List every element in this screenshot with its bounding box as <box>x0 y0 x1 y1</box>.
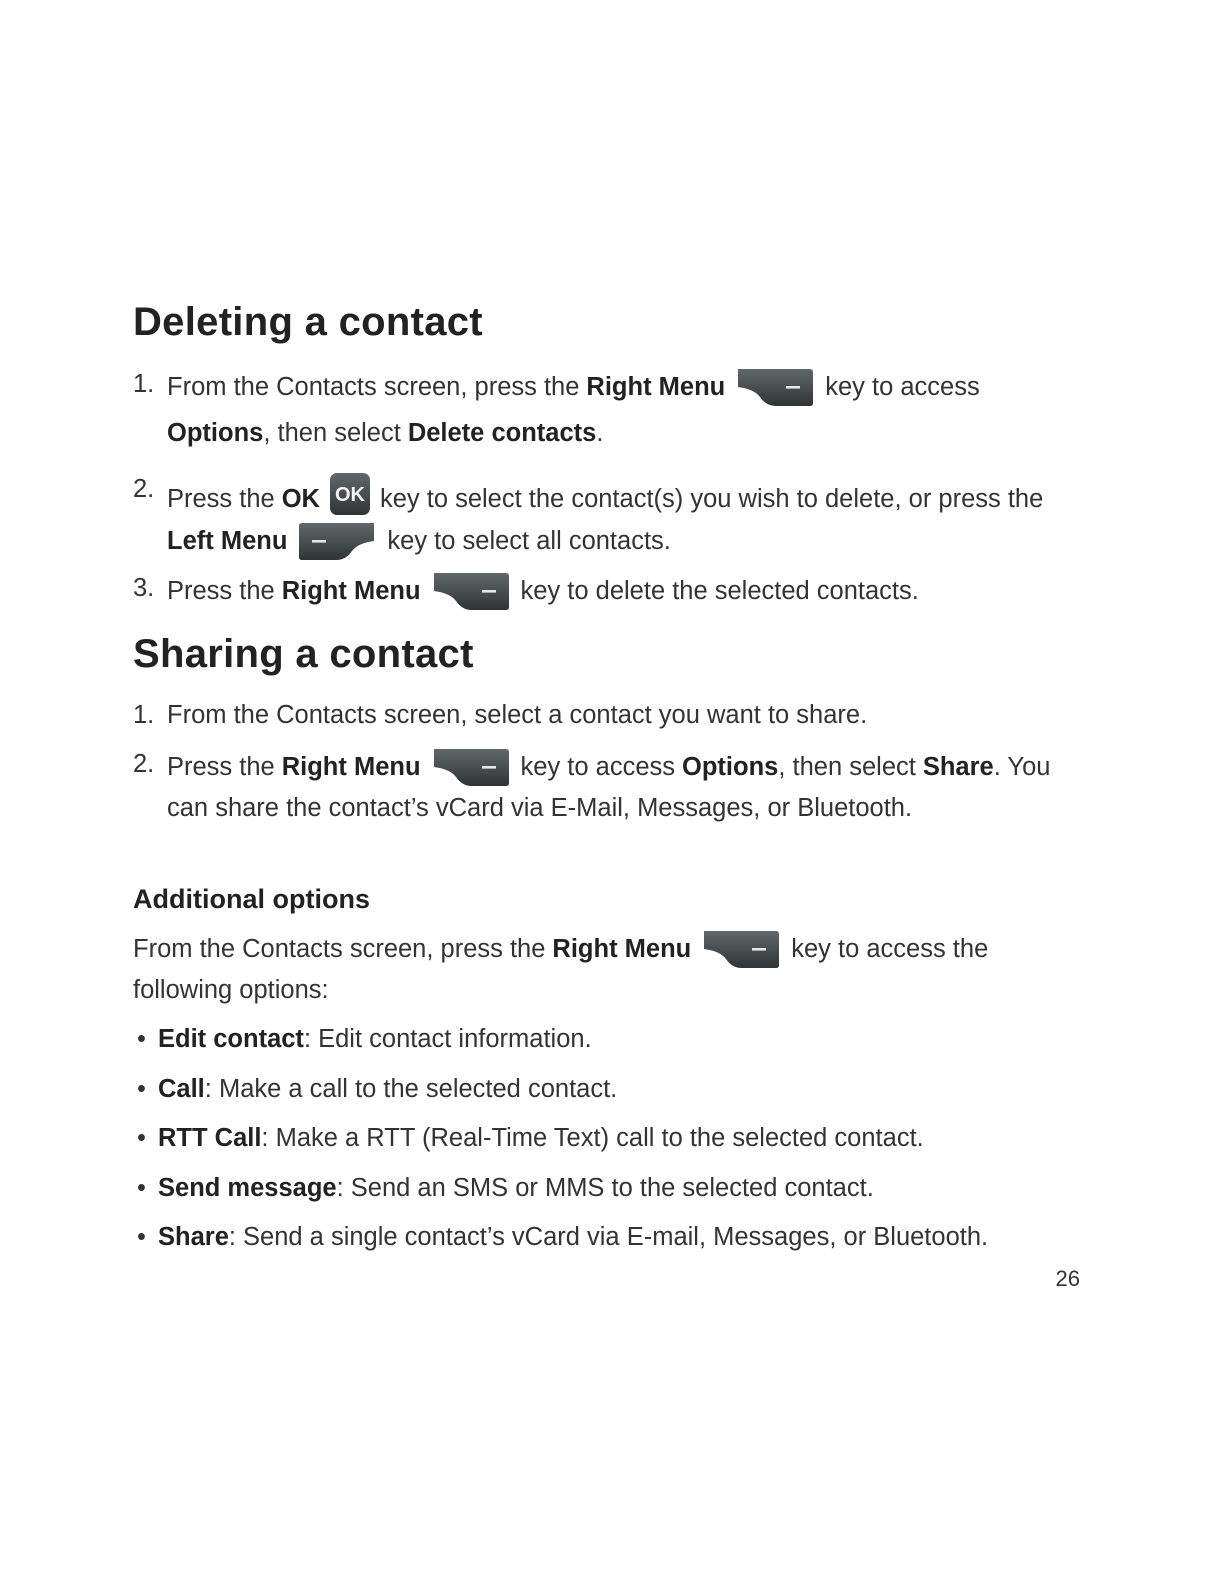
options-label: Options <box>167 419 264 447</box>
svg-text:OK: OK <box>334 484 365 506</box>
sharing-step-2-line-2: can share the contact’s vCard via E-Mail, Messages, or Bluetooth. <box>167 794 913 822</box>
deleting-step-2-line-1: Press the OK OK key to select the contact(s) you wish to delete, or press the <box>167 472 1043 525</box>
right-menu-key-icon <box>702 929 780 969</box>
list-item: • Send message : Send an SMS or MMS to the selected contact. <box>133 1171 874 1205</box>
step-number: 1. <box>133 701 155 729</box>
deleting-step-1-line-2: Options , then select Delete contacts . <box>167 416 603 450</box>
step-number: 2. <box>133 475 155 503</box>
right-menu-key-icon <box>432 747 510 787</box>
section-title-deleting: Deleting a contact <box>133 300 483 344</box>
sharing-step-1: From the Contacts screen, select a contact you want to share. <box>167 701 868 729</box>
list-item: • Call : Make a call to the selected contact. <box>133 1072 617 1106</box>
right-menu-key-icon <box>736 367 814 407</box>
additional-intro-line-1: From the Contacts screen, press the Right Menu key to access the <box>133 929 988 969</box>
additional-intro-line-2: following options: <box>133 976 329 1004</box>
bullet-icon: • <box>137 1174 146 1202</box>
right-menu-label: Right Menu <box>586 373 726 401</box>
left-menu-label: Left Menu <box>167 527 288 555</box>
section-title-sharing: Sharing a contact <box>133 632 474 676</box>
right-menu-label: Right Menu <box>552 935 692 963</box>
step-number: 3. <box>133 574 155 602</box>
bullet-icon: • <box>137 1025 146 1053</box>
right-menu-label: Right Menu <box>281 753 421 781</box>
list-item: • Edit contact : Edit contact information. <box>133 1022 592 1056</box>
bullet-icon: • <box>137 1223 146 1251</box>
left-menu-key-icon <box>298 521 376 561</box>
ok-key-icon <box>329 472 371 525</box>
sharing-step-2-line-1: Press the Right Menu key to access Options , then select Share . You <box>167 747 1050 787</box>
list-item: • RTT Call : Make a RTT (Real-Time Text) call to the selected contact. <box>133 1121 924 1155</box>
bullet-icon: • <box>137 1075 146 1103</box>
right-menu-label: Right Menu <box>281 577 421 605</box>
deleting-step-2-line-2: Left Menu key to select all contacts. <box>167 521 671 561</box>
share-label: Share <box>922 753 994 781</box>
ok-label: OK <box>281 484 320 513</box>
options-label: Options <box>682 753 779 781</box>
step-number: 1. <box>133 370 155 398</box>
delete-contacts-label: Delete contacts <box>407 419 597 447</box>
right-menu-key-icon <box>432 571 510 611</box>
deleting-step-1-line-1: From the Contacts screen, press the Right Menu key to access <box>167 367 980 407</box>
step-number: 2. <box>133 750 155 778</box>
deleting-step-3: Press the Right Menu key to delete the selected contacts. <box>167 571 919 611</box>
list-item: • Share : Send a single contact’s vCard via E-mail, Messages, or Bluetooth. <box>133 1220 988 1254</box>
bullet-icon: • <box>137 1124 146 1152</box>
subsection-title-additional: Additional options <box>133 884 370 914</box>
page-number: 26 <box>1055 1266 1080 1291</box>
